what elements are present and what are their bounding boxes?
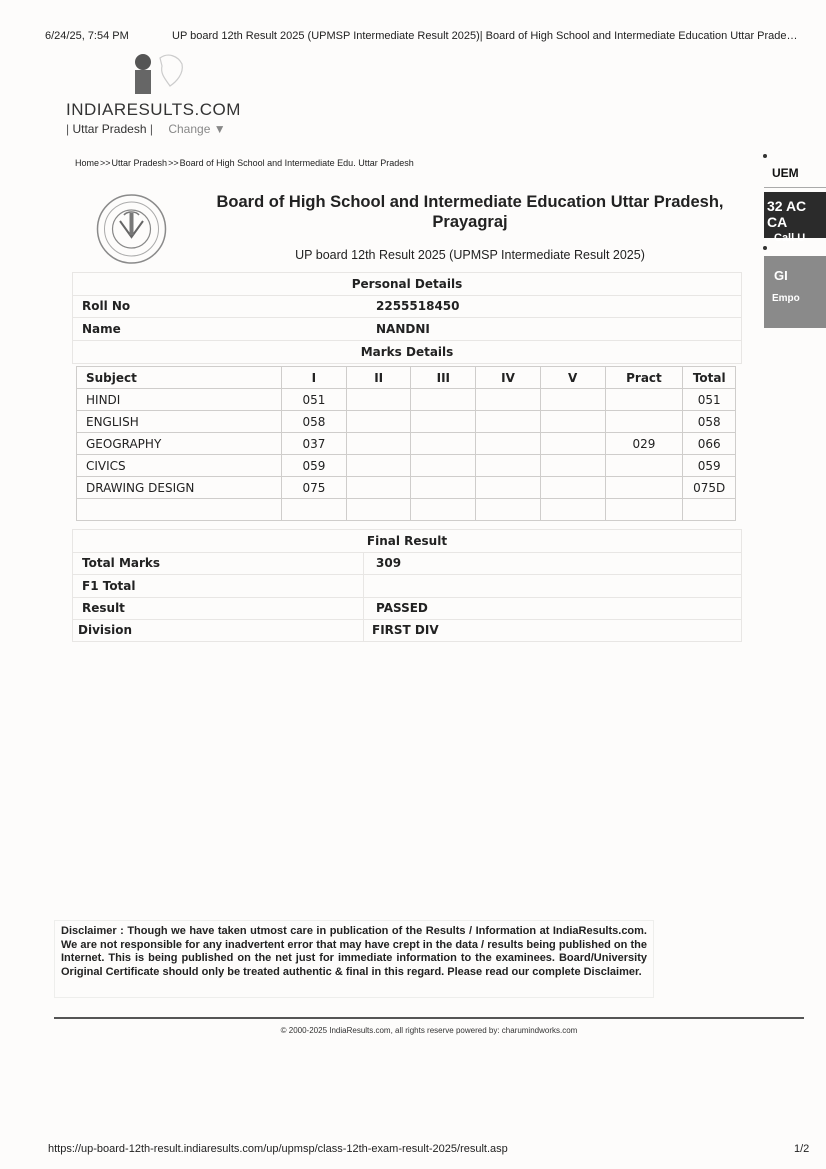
total-cell: 066 [683,433,736,455]
column-header-pract: Pract [605,367,683,389]
division-value: FIRST DIV [372,623,439,637]
practical-cell [605,455,683,477]
paper-iii-cell [411,389,476,411]
print-datetime: 6/24/25, 7:54 PM [45,30,129,42]
name-label: Name [82,322,121,336]
subject-cell: DRAWING DESIGN [77,477,282,499]
paper-iii-cell [411,455,476,477]
ad-gi-text: GI [774,268,788,283]
subject-cell [77,499,282,521]
breadcrumb-board[interactable]: Board of High School and Intermediate Edu. Uttar Pradesh [179,158,414,168]
paper-ii-cell [346,389,411,411]
paper-iii-cell [411,411,476,433]
practical-cell [605,477,683,499]
board-title [200,192,740,232]
breadcrumb-state[interactable]: Uttar Pradesh [111,158,168,168]
ad-gi-sub: Empo [772,293,800,304]
ad-uem-panel[interactable] [764,192,826,244]
total-cell: 058 [683,411,736,433]
breadcrumb-separator: >> [100,158,111,168]
paper-ii-cell [346,411,411,433]
table-row [77,477,736,499]
roll-no-row [72,295,742,318]
total-cell [683,499,736,521]
paper-v-cell [540,499,605,521]
footer-copyright: © 2000-2025 IndiaResults.com, all rights reserve powered by: charumindworks.com [280,1026,578,1035]
paper-iv-cell [476,499,541,521]
board-emblem-icon [94,193,169,265]
roll-no-label: Roll No [82,299,131,313]
column-header-iv: IV [476,367,541,389]
print-page-title: UP board 12th Result 2025 (UPMSP Intermediate Result 2025)| Board of High School and Intermediate Education Uttar Prade… [172,30,798,42]
total-marks-label: Total Marks [82,556,161,570]
marks-details-heading: Marks Details [72,340,742,364]
table-row [77,499,736,521]
site-header [66,52,286,142]
cell-divider [363,575,364,597]
paper-i-cell: 059 [281,455,346,477]
marks-header-row [77,367,736,389]
paper-i-cell: 051 [281,389,346,411]
site-logo-text[interactable]: INDIARESULTS.COM [66,100,241,119]
column-header-ii: II [346,367,411,389]
paper-v-cell [540,411,605,433]
subject-cell: HINDI [77,389,282,411]
total-cell: 075D [683,477,736,499]
region-selector [66,122,226,136]
paper-iii-cell [411,477,476,499]
table-row [77,433,736,455]
division-label: Division [78,623,133,637]
total-cell: 059 [683,455,736,477]
column-header-subject: Subject [77,367,282,389]
disclaimer-text: Disclaimer : Though we have taken utmost care in publication of the Results / Information at IndiaResults.com. We are not responsible for any inadvertent error that may have crept in the data / results being published on the Internet. This is being published on the net just for immediate information to the examinees. Board/University Original Certificate should only be treated authentic & final in this regard. Please read our complete Disclaimer. [54,920,654,998]
column-header-iii: III [411,367,476,389]
f1-total-label: F1 Total [82,579,136,593]
paper-v-cell [540,433,605,455]
board-title-line1: Board of High School and Intermediate Education Uttar Pradesh, [216,193,724,211]
footer-divider [54,1017,804,1019]
total-marks-row [72,552,742,575]
paper-v-cell [540,477,605,499]
practical-cell [605,499,683,521]
ad-gi-banner[interactable] [764,256,826,328]
region-separator: | [66,122,70,136]
print-page-number: 1/2 [794,1143,810,1155]
paper-ii-cell [346,477,411,499]
paper-iii-cell [411,433,476,455]
cell-divider [363,619,364,641]
breadcrumb-home[interactable]: Home [75,158,100,168]
paper-iv-cell [476,477,541,499]
cell-divider [363,597,364,619]
paper-iii-cell [411,499,476,521]
total-marks-value: 309 [376,556,402,570]
personal-details-heading: Personal Details [72,272,742,296]
paper-ii-cell [346,455,411,477]
breadcrumb [75,158,415,168]
ad-uem-call: Call U [774,232,806,244]
roll-no-value: 2255518450 [376,299,460,313]
paper-iv-cell [476,411,541,433]
column-header-v: V [540,367,605,389]
side-advertisements [762,150,826,340]
f1-total-row [72,575,742,598]
practical-cell: 029 [605,433,683,455]
subject-cell: GEOGRAPHY [77,433,282,455]
paper-ii-cell [346,499,411,521]
indiaresults-logo-icon[interactable] [126,52,186,96]
total-cell: 051 [683,389,736,411]
change-region-link[interactable]: Change ▼ [168,122,226,136]
result-row [72,597,742,620]
paper-i-cell: 075 [281,477,346,499]
table-row [77,455,736,477]
column-header-i: I [281,367,346,389]
division-row [72,619,742,642]
ad-bullet-icon [763,154,767,158]
final-result-heading: Final Result [72,529,742,553]
ad-uem-panel-text: 32 AC CA [767,198,807,230]
table-row [77,411,736,433]
name-value: NANDNI [376,322,430,336]
paper-iv-cell [476,455,541,477]
region-separator: | [149,122,153,136]
column-header-total: Total [683,367,736,389]
marks-table [76,366,736,521]
breadcrumb-separator: >> [168,158,179,168]
board-title-line2: Prayagraj [432,213,508,231]
practical-cell [605,389,683,411]
result-label: Result [82,601,125,615]
region-name: Uttar Pradesh [72,122,147,136]
paper-i-cell [281,499,346,521]
table-row [77,389,736,411]
ad-bullet-icon [763,246,767,250]
paper-ii-cell [346,433,411,455]
paper-i-cell: 058 [281,411,346,433]
result-subtitle: UP board 12th Result 2025 (UPMSP Intermediate Result 2025) [295,248,645,262]
subject-cell: CIVICS [77,455,282,477]
practical-cell [605,411,683,433]
paper-v-cell [540,455,605,477]
print-url: https://up-board-12th-result.indiaresults.com/up/upmsp/class-12th-exam-result-2025/result.asp [48,1143,508,1155]
paper-v-cell [540,389,605,411]
paper-iv-cell [476,389,541,411]
name-row [72,318,742,341]
ad-uem-banner[interactable]: UEM [764,162,826,188]
result-value: PASSED [376,601,428,615]
cell-divider [363,552,364,574]
subject-cell: ENGLISH [77,411,282,433]
paper-iv-cell [476,433,541,455]
paper-i-cell: 037 [281,433,346,455]
